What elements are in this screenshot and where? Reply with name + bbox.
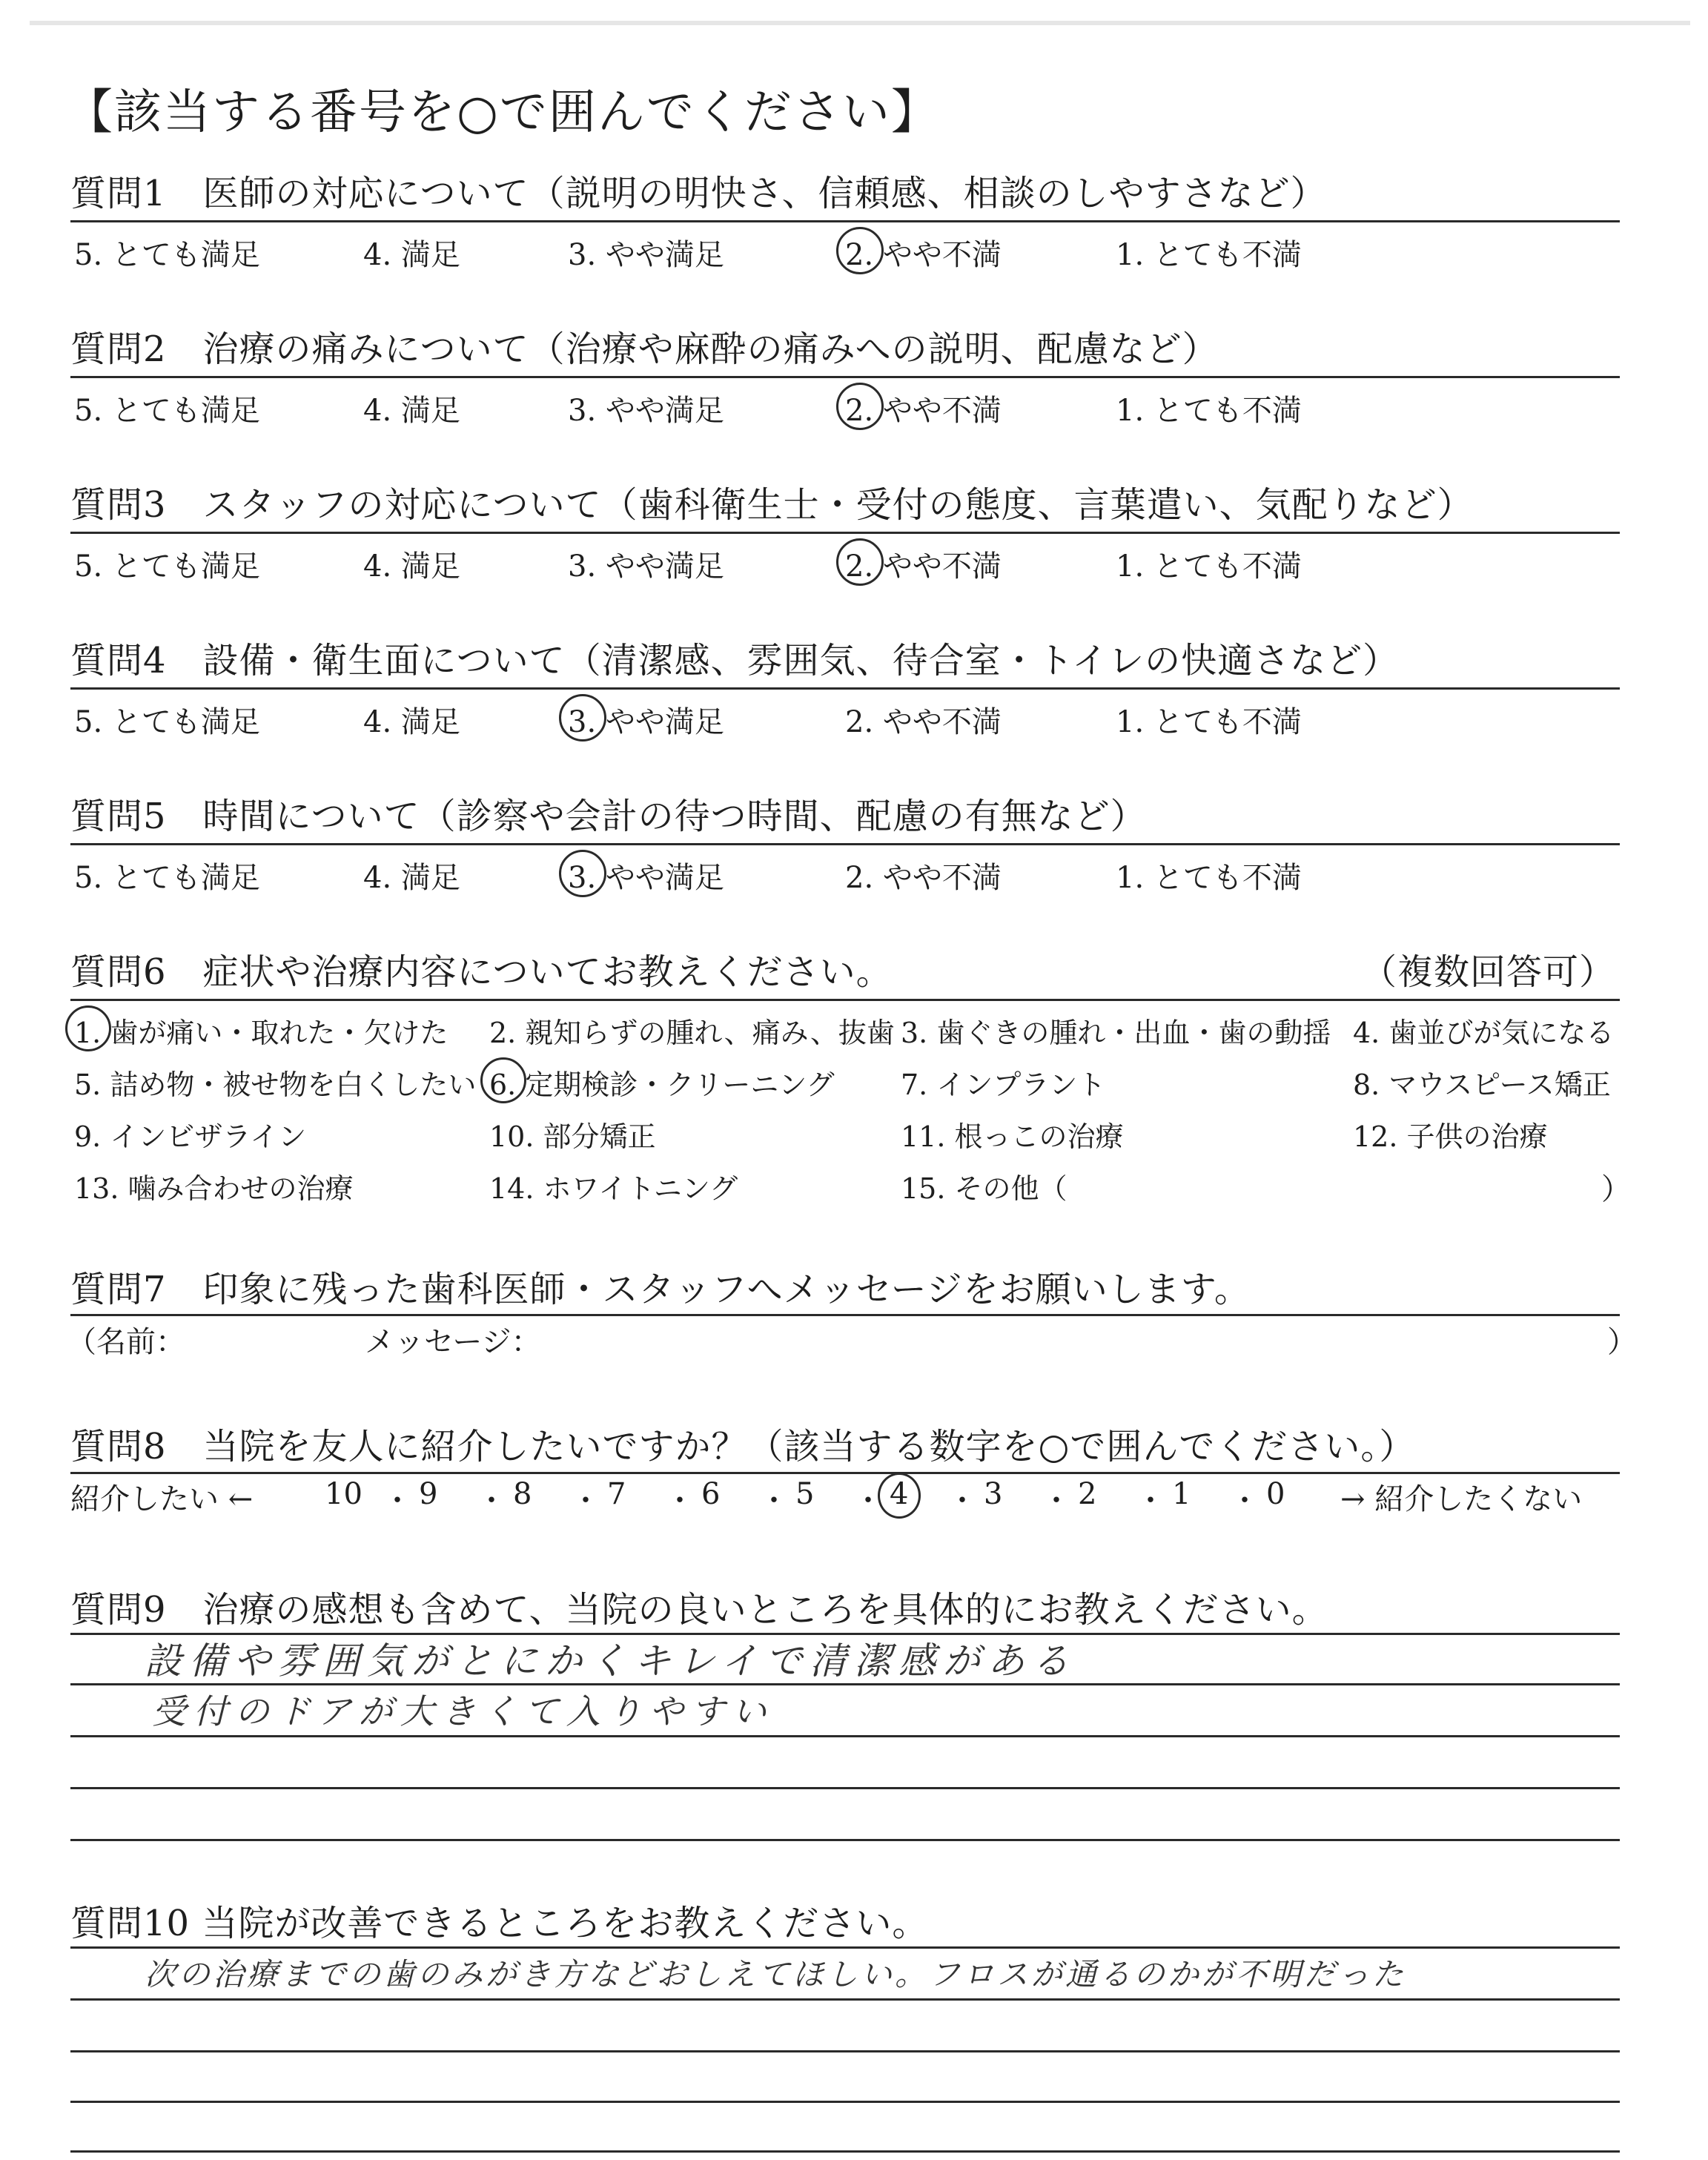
selection-circle	[559, 694, 606, 742]
symptom-option[interactable]: 9. インビザライン	[74, 1120, 307, 1153]
divider	[70, 376, 1620, 378]
scale-number[interactable]: 2	[1078, 1477, 1097, 1511]
rating-option[interactable]: 3. やや満足	[568, 861, 724, 895]
rating-option[interactable]: 5. とても満足	[74, 861, 260, 895]
question-1-label: 質問1 医師の対応について（説明の明快さ、信頼感、相談のしやすさなど）	[70, 173, 1327, 214]
scale-number[interactable]: 8	[513, 1477, 532, 1511]
scale-separator: ・	[477, 1484, 506, 1518]
rating-option[interactable]: 4. 満足	[363, 394, 460, 428]
answer-line	[70, 2150, 1620, 2153]
answer-line	[70, 1735, 1620, 1737]
question-8-label: 質問8 当院を友人に紹介したいですか？（該当する数字を○で囲んでください。）	[70, 1426, 1416, 1467]
answer-line	[70, 2050, 1620, 2052]
scale-left-label: 紹介したい ←	[70, 1482, 254, 1516]
page-title: 【該当する番号を○で囲んでください】	[65, 85, 940, 140]
rating-option[interactable]: 1. とても不満	[1116, 861, 1302, 895]
selection-circle	[65, 1005, 111, 1051]
rating-option[interactable]: 5. とても満足	[74, 705, 260, 739]
rating-option[interactable]: 3. やや満足	[568, 549, 724, 584]
symptom-option[interactable]: 7. インプラント	[901, 1069, 1106, 1101]
question-9-label: 質問9 治療の感想も含めて、当院の良いところを具体的にお教えください。	[70, 1589, 1328, 1631]
symptom-option[interactable]: 15. その他（	[901, 1172, 1068, 1205]
rating-option[interactable]: 4. 満足	[363, 705, 460, 739]
scale-separator: ・	[947, 1484, 977, 1518]
question-6-note: （複数回答可）	[1361, 951, 1616, 993]
question-3-label: 質問3 スタッフの対応について（歯科衛生士・受付の態度、言葉遣い、気配りなど）	[70, 484, 1474, 526]
symptom-option[interactable]: 6. 定期検診・クリーニング	[489, 1069, 835, 1101]
scan-top-edge	[30, 21, 1690, 25]
divider	[70, 532, 1620, 534]
rating-option[interactable]: 4. 満足	[363, 238, 460, 272]
scale-right-label: → 紹介したくない	[1340, 1482, 1583, 1516]
rating-option[interactable]: 1. とても不満	[1116, 238, 1302, 272]
symptom-option[interactable]: 12. 子供の治療	[1353, 1120, 1548, 1153]
rating-option[interactable]: 2. やや不満	[845, 238, 1002, 272]
answer-line	[70, 1787, 1620, 1789]
answer-line	[70, 2101, 1620, 2103]
q10-handwritten-answer: 次の治療までの歯のみがき方などおしえてほしい。フロスが通るのかが不明だった	[145, 1956, 1407, 1992]
symptom-option[interactable]: 1. 歯が痛い・取れた・欠けた	[74, 1017, 448, 1049]
rating-option[interactable]: 3. やや満足	[568, 705, 724, 739]
closing-parenthesis: ）	[1607, 1325, 1637, 1359]
rating-option[interactable]: 5. とても満足	[74, 394, 260, 428]
answer-line	[70, 1839, 1620, 1841]
scale-separator: ・	[853, 1484, 883, 1518]
divider	[70, 220, 1620, 222]
scale-number[interactable]: 3	[984, 1477, 1003, 1511]
scale-number[interactable]: 4	[890, 1477, 909, 1511]
selection-circle	[559, 850, 606, 897]
name-label: （名前：	[67, 1325, 185, 1359]
rating-option[interactable]: 4. 満足	[363, 549, 460, 584]
selection-circle	[480, 1057, 526, 1103]
rating-option[interactable]: 4. 満足	[363, 861, 460, 895]
scale-separator: ・	[759, 1484, 789, 1518]
scale-number[interactable]: 9	[419, 1477, 438, 1511]
divider	[70, 1314, 1620, 1316]
selection-circle	[836, 227, 884, 274]
question-5-label: 質問5 時間について（診察や会計の待つ時間、配慮の有無など）	[70, 796, 1147, 837]
symptom-option[interactable]: 8. マウスピース矯正	[1353, 1069, 1611, 1101]
message-label: メッセージ：	[365, 1325, 541, 1359]
symptom-option[interactable]: 5. 詰め物・被せ物を白くしたい	[74, 1069, 477, 1101]
answer-line	[70, 1998, 1620, 2001]
scale-number[interactable]: 7	[607, 1477, 626, 1511]
rating-option[interactable]: 2. やや不満	[845, 705, 1002, 739]
selection-circle	[878, 1473, 921, 1519]
answer-line	[70, 1946, 1620, 1949]
symptom-option[interactable]: 11. 根っこの治療	[901, 1120, 1124, 1153]
divider	[70, 999, 1620, 1001]
rating-option[interactable]: 2. やや不満	[845, 394, 1002, 428]
selection-circle	[836, 383, 884, 430]
rating-option[interactable]: 3. やや満足	[568, 238, 724, 272]
question-7-label: 質問7 印象に残った歯科医師・スタッフへメッセージをお願いします。	[70, 1269, 1251, 1310]
question-4-label: 質問4 設備・衛生面について（清潔感、雰囲気、待合室・トイレの快適さなど）	[70, 640, 1400, 681]
scale-separator: ・	[571, 1484, 600, 1518]
scale-number[interactable]: 6	[701, 1477, 721, 1511]
question-6-label: 質問6 症状や治療内容についてお教えください。	[70, 951, 893, 993]
scale-number[interactable]: 0	[1266, 1477, 1285, 1511]
scale-separator: ・	[383, 1484, 412, 1518]
closing-parenthesis: ）	[1601, 1172, 1631, 1206]
divider	[70, 843, 1620, 845]
symptom-option[interactable]: 4. 歯並びが気になる	[1353, 1017, 1615, 1049]
rating-option[interactable]: 2. やや不満	[845, 549, 1002, 584]
symptom-option[interactable]: 13. 噛み合わせの治療	[74, 1172, 354, 1205]
divider	[70, 687, 1620, 690]
rating-option[interactable]: 1. とても不満	[1116, 549, 1302, 584]
q9-handwritten-answer-2: 受付のドアが大きくて入りやすい	[152, 1691, 774, 1731]
scale-separator: ・	[665, 1484, 695, 1518]
symptom-option[interactable]: 2. 親知らずの腫れ、痛み、抜歯	[489, 1017, 895, 1049]
selection-circle	[836, 538, 884, 586]
scale-separator: ・	[1230, 1484, 1260, 1518]
scale-separator: ・	[1042, 1484, 1071, 1518]
rating-option[interactable]: 1. とても不満	[1116, 394, 1302, 428]
question-10-label: 質問10 当院が改善できるところをお教えください。	[70, 1903, 929, 1944]
divider	[70, 1472, 1620, 1474]
rating-option[interactable]: 5. とても満足	[74, 238, 260, 272]
symptom-option[interactable]: 14. ホワイトニング	[489, 1172, 738, 1205]
scale-number[interactable]: 10	[325, 1477, 363, 1511]
question-2-label: 質問2 治療の痛みについて（治療や麻酔の痛みへの説明、配慮など）	[70, 328, 1219, 370]
scale-number[interactable]: 5	[795, 1477, 815, 1511]
scale-number[interactable]: 1	[1172, 1477, 1191, 1511]
rating-option[interactable]: 2. やや不満	[845, 861, 1002, 895]
rating-option[interactable]: 1. とても不満	[1116, 705, 1302, 739]
scale-separator: ・	[1136, 1484, 1165, 1518]
rating-option[interactable]: 3. やや満足	[568, 394, 724, 428]
q9-handwritten-answer-1: 設備や雰囲気がとにかくキレイで清潔感がある	[145, 1639, 1076, 1682]
rating-option[interactable]: 5. とても満足	[74, 549, 260, 584]
symptom-option[interactable]: 3. 歯ぐきの腫れ・出血・歯の動揺	[901, 1017, 1331, 1049]
symptom-option[interactable]: 10. 部分矯正	[489, 1120, 656, 1153]
